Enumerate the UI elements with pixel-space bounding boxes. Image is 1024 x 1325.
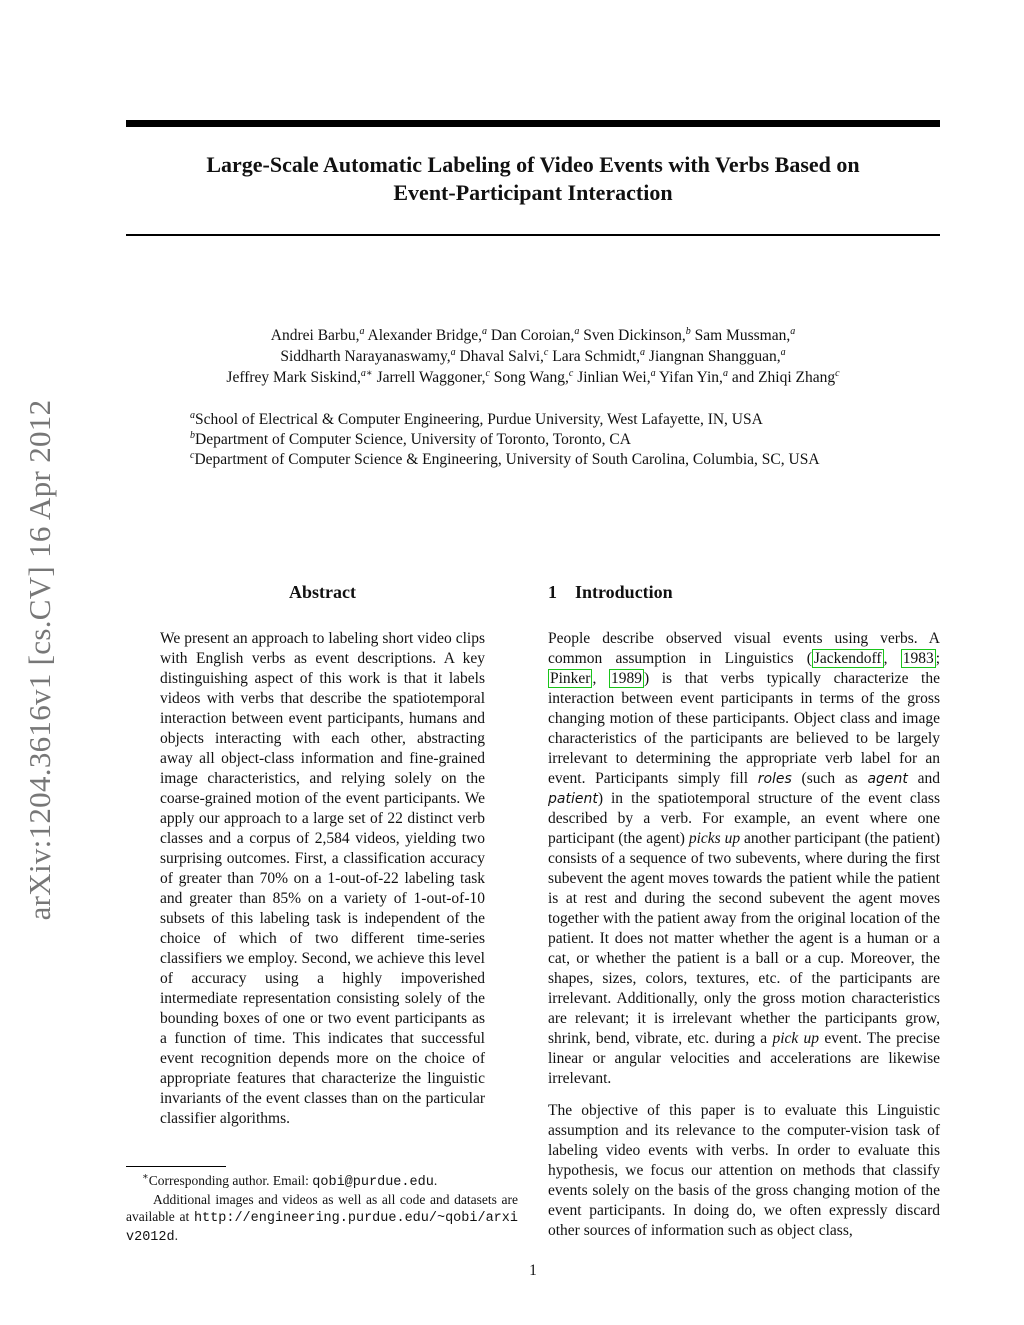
term-pick-up: pick up: [772, 1030, 820, 1047]
citation-link[interactable]: Pinker: [550, 670, 591, 687]
abstract-body: [160, 629, 485, 1129]
affil-mark: a: [574, 325, 580, 337]
affiliation-text: Department of Computer Science, University of Toronto, Toronto, CA: [195, 431, 631, 448]
affil-mark: b: [190, 429, 195, 441]
text-run: event. The precise linear or angular velocities and accelerations are likewise irrelevant.: [548, 1030, 941, 1087]
author: Siddharth Narayanaswamy,: [280, 348, 451, 365]
author: Alexander Bridge,: [367, 327, 482, 344]
author-list: [150, 325, 916, 388]
affil-mark: a: [722, 367, 728, 379]
text-run: ,: [883, 650, 901, 667]
intro-paragraph-2: The objective of this paper is to evaluate this Linguistic assumption and its relevance to the computer-vision task of labeling video events with verbs. In order to evaluate this hypothesis, we focus our attention on methods that classify events solely on the basis of the gross changing motion of the event participants. In doing do, we often expressly discard other sources of information such as object class,: [548, 1102, 940, 1239]
footnote-text: Corresponding author. Email:: [148, 1173, 313, 1188]
author-line-1: [150, 325, 916, 346]
author: Song Wang,: [493, 369, 569, 386]
citation-link[interactable]: 1983: [902, 650, 934, 667]
author: Jinlian Wei,: [577, 369, 651, 386]
affil-mark: a: [780, 346, 786, 358]
term-picks-up: picks up: [688, 830, 741, 847]
abstract-text: We present an approach to labeling short video clips with English verbs as event descriptions. A key distinguishing aspect of this work is that it labels videos with verbs that describe the spatiotemporal interaction between event participants, humans and objects interacting with each other, abstracting away all object-class information and fine-grained image characteristics, and relying solely on the coarse-grained motion of the event participants. We apply our approach to a large set of 22 distinct verb classes and a corpus of 2,584 videos, yielding two surprising outcomes. First, a classification accuracy of greater than 70% on a 1-out-of-22 labeling task and greater than 85% on a variety of 1-out-of-10 subsets of this labeling task is independent of the choice of which of two different time-series classifiers we employ. Second, we achieve this level of accuracy using a highly impoverished intermediate representation consisting solely of the bounding boxes of one or two event participants as a function of time. This indicates that successful event recognition depends more on the choice of appropriate features that characterize the linguistic invariants of the event classes than on the particular classifier algorithms.: [160, 630, 485, 1127]
author: Jarrell Waggoner,: [376, 369, 486, 386]
footnote-corresponding: [126, 1172, 518, 1191]
affil-mark: a: [790, 325, 796, 337]
text-run: ,: [592, 670, 609, 687]
author: Jeffrey Mark Siskind,: [226, 369, 361, 386]
author-line-3: [150, 367, 916, 388]
affiliation-text: Department of Computer Science & Engineering, University of South Carolina, Columbia, SC, USA: [194, 451, 820, 468]
author: Andrei Barbu,: [270, 327, 360, 344]
affil-mark: a: [190, 409, 195, 421]
affil-mark: a: [650, 367, 656, 379]
affil-mark: c: [485, 367, 490, 379]
footnote-email[interactable]: qobi@purdue.edu: [312, 1175, 434, 1190]
intro-body: [548, 629, 940, 1241]
footnote: [126, 1172, 518, 1246]
text-run: and: [907, 770, 940, 787]
footnote-availability: [126, 1191, 518, 1246]
footnote-rule: [126, 1166, 226, 1167]
abstract-heading: Abstract: [289, 582, 356, 602]
text-run: ) in the spatiotemporal structure of the event class described by a verb. For example, an event where one participant (the agent): [548, 790, 940, 847]
title-line-1: Large-Scale Automatic Labeling of Video Events with Verbs Based on: [206, 152, 860, 177]
term-patient: patient: [548, 791, 598, 807]
affiliation-b: [190, 430, 910, 450]
author: Yifan Yin,: [658, 369, 723, 386]
term-agent: agent: [867, 771, 908, 787]
author: Dan Coroian,: [490, 327, 575, 344]
term-roles: roles: [757, 771, 792, 787]
affil-mark: a: [640, 346, 646, 358]
affil-mark: b: [685, 325, 691, 337]
affil-mark: a: [450, 346, 456, 358]
affil-mark: c: [568, 367, 574, 379]
affiliations: [190, 410, 910, 470]
text-run: (such as: [791, 770, 868, 787]
title-bottom-rule: [126, 234, 940, 236]
title-line-2: Event-Participant Interaction: [393, 180, 673, 205]
affil-mark: a∗: [360, 367, 373, 379]
footnote-text: .: [433, 1173, 438, 1188]
author: Lara Schmidt,: [552, 348, 641, 365]
text-run: another participant (the patient) consists of a sequence of two subevents, where during the first subevent the agent moves towards the patient while the patient is at rest and during the second subevent the agent moves together with the patient away from the original location of the patient. It does not matter whether the agent is a human or a cat, or whether the patient is a ball or a cup. Moreover, the shapes, sizes, colors, textures, etc. of the participants are irrelevant. Additionally, only the gross motion characteristics are relevant; it is irrelevant whether the participants grow, shrink, bend, vibrate, etc. during a: [548, 830, 940, 1047]
affiliation-a: [190, 410, 910, 430]
author-line-2: [150, 346, 916, 367]
citation-link[interactable]: 1989: [610, 670, 642, 687]
arxiv-id: arXiv:1204.3616v1 [cs.CV] 16 Apr 2012: [22, 399, 57, 921]
affil-mark: a: [482, 325, 487, 337]
title-top-rule: [126, 120, 940, 127]
author: and Zhiqi Zhang: [731, 369, 836, 386]
section-title: Introduction: [575, 582, 673, 602]
page-number: 1: [529, 1262, 537, 1279]
footnote-mark: ∗: [142, 1171, 149, 1183]
text-run: ) is that verbs typically characterize the interaction between event participants in terms of the gross changing motion of these participants. Object class and image characteristics of the participants are believed to be largely irrelevant to determining the appropriate verb label for an event. Participants simply fill: [548, 670, 940, 787]
affil-mark: a: [359, 325, 365, 337]
author: Sam Mussman,: [694, 327, 791, 344]
affil-mark: c: [543, 346, 549, 358]
author: Jiangnan Shangguan,: [648, 348, 781, 365]
intro-heading: [548, 582, 673, 603]
footnote-text: Additional images and videos as well as all code and datasets are available at: [126, 1192, 518, 1224]
paper-title: [126, 151, 940, 207]
affil-mark: c: [835, 367, 840, 379]
footnote-url[interactable]: http://engineering.purdue.edu/~qobi/arxiv2012d: [126, 1211, 518, 1245]
affil-mark: c: [190, 449, 195, 461]
section-number: 1: [548, 582, 557, 602]
text-run: ;: [935, 650, 941, 667]
footnote-text: .: [174, 1228, 178, 1243]
author: Dhaval Salvi,: [459, 348, 544, 365]
affiliation-text: School of Electrical & Computer Engineering, Purdue University, West Lafayette, IN, USA: [195, 411, 763, 428]
affiliation-c: [190, 450, 910, 470]
citation-link[interactable]: Jackendoff: [813, 650, 882, 667]
author: Sven Dickinson,: [583, 327, 686, 344]
intro-paragraph-1: [548, 629, 940, 1089]
text-run: People describe observed visual events using verbs. A common assumption in Linguistics (: [548, 630, 940, 667]
